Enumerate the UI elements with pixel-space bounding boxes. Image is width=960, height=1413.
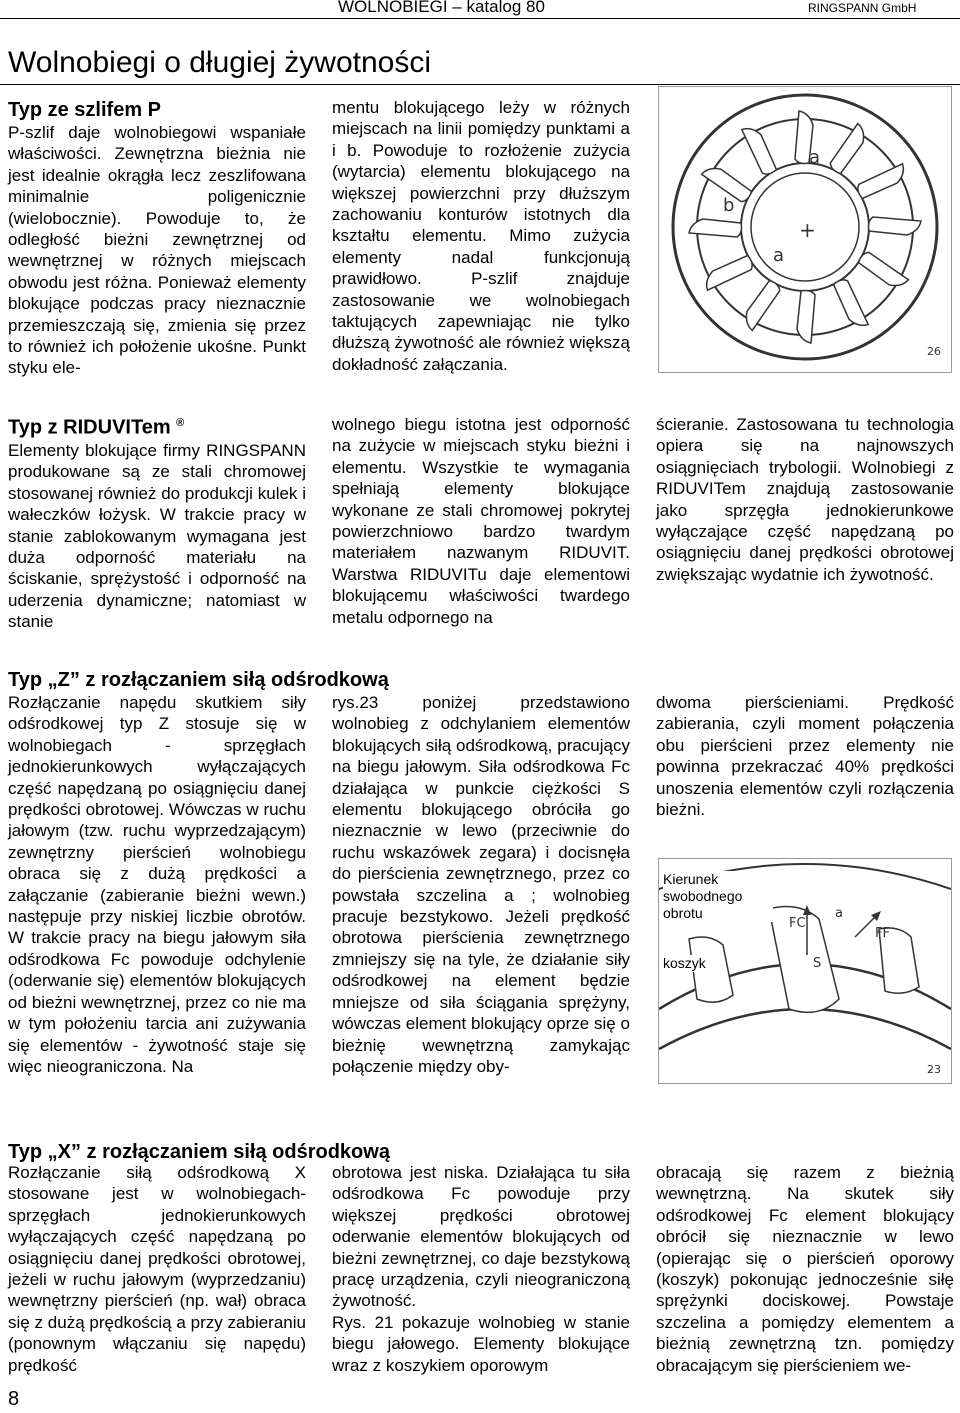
- fig-p-number: 26: [927, 345, 941, 358]
- section-r-heading: [8, 411, 184, 440]
- section-p-col2: mentu blokującego leży w różnych miejscach na linii pomiędzy punktami a i b. Powoduje to rozłożenie zużycia (wytarcia) elementu blokującego na większej powierzchni przy dłuższym zachowaniu konturów istotnych dla kształtu elementu. Mimo zużycia elementy nadal funkcjonują prawidłowo. P-szlif znajduje zastosowanie we wolnobiegach taktujących zapewniając nie tylko dłuższą żywotność ale również większą dokładność załączania.: [332, 98, 630, 374]
- header-rule: [0, 18, 960, 19]
- page-number: 8: [8, 1388, 20, 1410]
- section-r-col1: Elementy blokujące firmy RINGSPANN produkowane są ze stali chromowej stosowanej również do produkcji kulek i wałeczków łożysk. W trakcie pracy w stanie zablokowanym wymagana jest duża odporność materiału na ściskanie, sprężystość i odporność na uderzenia dynamiczne; natomiast w stanie: [8, 441, 306, 632]
- section-x-col2: obrotowa jest niska. Działająca tu siła odśrodkowa Fc powoduje przy większej prędkości obrotowej oderwanie elementów blokujących od bieżni zewnętrznej, co daje bezstykową pracę urządzenia, czyli nieograniczoną żywotność. Rys. 21 pokazuje wolnobieg w stanie biegu jałowego. Elementy blokujące wraz z koszykiem oporowym: [332, 1163, 630, 1375]
- fig-z-cage-label: koszyk: [663, 955, 706, 971]
- section-z-col2: rys.23 poniżej przedstawiono wolnobieg z odchylaniem elementów blokujących siłą odśrodkową, pracujący na biegu jałowym. Siła odśrodkowa Fc działająca w punkcie ciężkości S elementu blokującego obróciła go nieznacznie w lewo (przeciwnie do ruchu wskazówek zegara) i docisnęła do pierścienia zewnętrznego, przez co powstała szczelina a ; wolnobieg pracuje bezstykowo. Jeżeli prędkość obrotowa pierścienia zewnętrznego zmniejszy się na tyle, że działanie siły odśrodkowej na element będzie mniejsze od siła ściągania sprężyny, wówczas element blokujący oprze się o bieżnię wewnętrzną zamykając połączenie między oby-: [332, 693, 630, 1076]
- fig-z-label-a: a: [835, 906, 843, 921]
- fig-p-label-b: b: [723, 195, 735, 216]
- fig-p-label-a-bottom: a: [773, 245, 785, 266]
- section-r-col2: wolnego biegu istotna jest odporność na zużycie w miejscach styku bieżni i elementu. Wszystkie te wymagania spełniają elementy blokujące wykonane ze stali chromowej pokrytej powierzchniowo bardzo twardym materiałem nazwanym RIDUVIT. Warstwa RIDUVITu daje elementowi blokującemu właściwości twardego metalu odpornego na: [332, 415, 630, 627]
- figure-z-type: [658, 858, 952, 1084]
- section-x-heading: Typ „X” z rozłączaniem siłą odśrodkową: [8, 1141, 390, 1163]
- figure-p-grind: [658, 86, 952, 373]
- section-x-col3: obracają się razem z bieżnią wewnętrzną. Na skutek siły odśrodkowej Fc element blokujący obrócił się nieznacznie w lewo (opierając się o pierścień oporowy (koszyk) pokonując jednocześnie siłę sprężynki dociskowej. Powstaje szczelina a pomiędzy elementem a bieżnią zewnętrzną tzn. pomiędzy obracającym się pierścieniem we-: [656, 1163, 954, 1375]
- fig-p-label-a-top: a: [809, 147, 821, 168]
- section-z-col3: dwoma pierścieniami. Prędkość zabierania, czyli moment połączenia obu pierścieni przez elementy nie powinna przekraczać 40% prędkości unoszenia elementów czyli rozłączenia bieżni.: [656, 693, 954, 820]
- fig-z-label-s: S: [813, 956, 822, 971]
- company-name: RINGSPANN GmbH: [808, 1, 917, 15]
- fig-z-number: 23: [927, 1063, 941, 1076]
- section-z-heading: Typ „Z” z rozłączaniem siłą odśrodkową: [8, 669, 389, 691]
- section-x-col1: Rozłączanie siłą odśrodkową X stosowane jest w wolnobiegach-sprzęgłach jednokierunkowych wyłączających część napędzaną po osiągnięciu danej prędkości obrotowej, jeżeli w ruchu jałowym (wyprzedzaniu) wewnętrzny pierścień (np. wał) obraca się z dużą prędkością a przy zabieraniu (ponownym włączaniu się napędu) prędkość: [8, 1163, 306, 1375]
- catalog-title: WOLNOBIEGI – katalog 80: [338, 0, 545, 16]
- fig-z-label-ff: FF: [875, 926, 890, 941]
- title-rule: [0, 84, 960, 85]
- registered-mark: ®: [176, 417, 185, 429]
- section-p-heading: Typ ze szlifem P: [8, 99, 162, 121]
- fig-z-label-fc: FC: [789, 916, 806, 931]
- section-p-col1: P-szlif daje wolnobiegowi wspaniałe właściwości. Zewnętrzna bieżnia nie jest idealnie okrągła lecz zeszlifowana minimalnie poligenicznie (wielobocznie). Powoduje to, że odległość bieżni zewnętrznej od wewnętrznej w różnych miejscach obwodu jest różna. Ponieważ elementy blokujące podczas pracy nieznacznie przemieszczają się, zmienia się przez to również ich położenie ukośne. Punkt styku ele-: [8, 123, 306, 378]
- section-r-col3: ścieranie. Zastosowana tu technologia opiera się na najnowszych osiągnięciach trybologii. Wolnobiegi z RIDUVITem znajdują zastosowanie jako sprzęgła jednokierunkowe wyłączające część napędzaną po osiągnięciu danej prędkości obrotowej zwiększając wydatnie ich żywotność.: [656, 415, 954, 584]
- section-z-col1: Rozłączanie napędu skutkiem siły odśrodkowej typ Z stosuje się w wolnobiegach - sprzęgłach jednokierunkowych wyłączających część napędzaną po osiągnięciu danej prędkości obrotowej. Wówczas w ruchu jałowym (tzw. ruchu wyprzedzającym) zewnętrzny pierścień wolnobiegu obraca się z dużą prędkości a załączanie (zabieranie bieżni wewn.) następuje przy niskiej liczbie obrotów. W trakcie pracy na biegu jałowym siła odśrodkowa Fc powoduje odchylenie (oderwanie się) elementów blokujących od bieżni wewnętrznej, przez co nie ma w tym położeniu tarcia ani zużywania się elementów - żywotność staje się więc nieograniczona. Na: [8, 693, 306, 1076]
- fig-p-center-mark: +: [799, 218, 816, 242]
- section-r-heading-text: Typ z RIDUVITem: [8, 416, 171, 439]
- page-title: Wolnobiegi o długiej żywotności: [8, 46, 432, 79]
- fig-z-direction-label: Kierunek swobodnego obrotu: [663, 871, 773, 922]
